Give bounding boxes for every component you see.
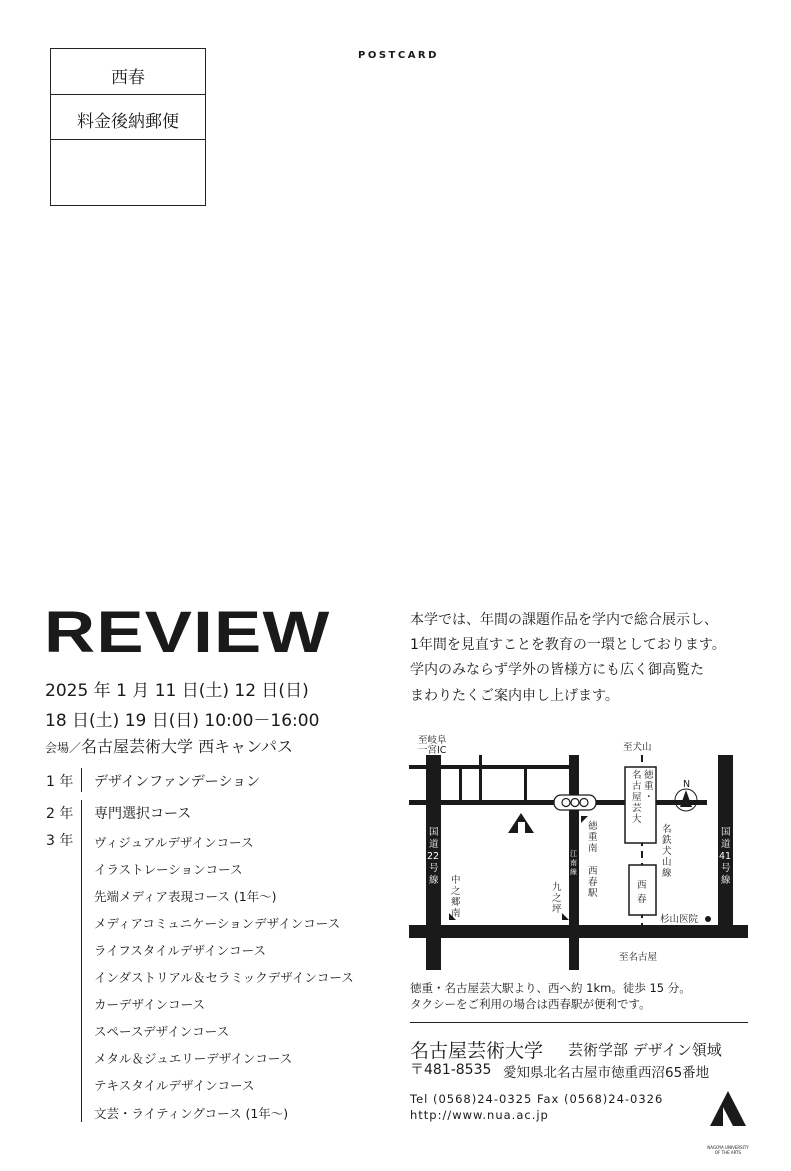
map-bus-stop bbox=[554, 795, 596, 810]
map-route22-label bbox=[427, 827, 439, 886]
map-road bbox=[479, 755, 482, 803]
svg-text:41: 41 bbox=[719, 851, 732, 862]
svg-text:徳: 徳 bbox=[644, 770, 654, 781]
intro-text bbox=[410, 608, 770, 709]
course-item: テキスタイルデザインコース bbox=[94, 1078, 255, 1093]
access-map bbox=[404, 735, 754, 970]
map-tokushige-minami-label bbox=[588, 820, 598, 854]
map-hospital-label: 杉山医院 bbox=[660, 914, 699, 925]
svg-text:九: 九 bbox=[552, 882, 562, 893]
svg-text:道: 道 bbox=[429, 839, 439, 850]
svg-text:一宮IC: 一宮IC bbox=[418, 745, 447, 756]
svg-text:南: 南 bbox=[451, 908, 461, 919]
date-line-1: 2025 年 1 月 11 日(土) 12 日(日) bbox=[45, 681, 309, 701]
course-item: カーデザインコース bbox=[94, 997, 206, 1012]
svg-text:国: 国 bbox=[429, 827, 439, 838]
map-konan-line-label bbox=[570, 849, 577, 876]
svg-text:春: 春 bbox=[637, 894, 647, 905]
department-name: 芸術学部 デザイン領域 bbox=[568, 1041, 722, 1059]
svg-text:名: 名 bbox=[632, 770, 642, 781]
venue-prefix: 会場／ bbox=[45, 741, 82, 755]
svg-text:西: 西 bbox=[637, 880, 647, 891]
year-2-label: 2 年 bbox=[46, 806, 74, 822]
logo-caption: NAGOYA UNIVERSITY OF THE ARTS bbox=[707, 1145, 749, 1155]
svg-text:重: 重 bbox=[588, 832, 598, 843]
svg-text:屋: 屋 bbox=[632, 792, 642, 803]
divider bbox=[410, 1022, 748, 1023]
access-line: 徳重・名古屋芸大駅より、西へ約 1km。徒歩 15 分。 bbox=[410, 981, 691, 995]
university-logo-icon bbox=[708, 1088, 748, 1144]
year-1-label: 1 年 bbox=[46, 774, 74, 790]
svg-text:江: 江 bbox=[570, 850, 577, 858]
svg-text:・: ・ bbox=[644, 792, 654, 803]
svg-text:線: 線 bbox=[570, 868, 577, 876]
specialist-course-heading: 専門選択コース bbox=[94, 806, 192, 822]
year-separator bbox=[81, 768, 82, 792]
svg-text:名: 名 bbox=[662, 824, 672, 835]
svg-text:線: 線 bbox=[721, 875, 731, 886]
course-item: ヴィジュアルデザインコース bbox=[94, 835, 254, 850]
svg-text:郷: 郷 bbox=[451, 897, 461, 908]
svg-text:重: 重 bbox=[644, 781, 654, 792]
address: 愛知県北名古屋市徳重西沼65番地 bbox=[503, 1065, 710, 1081]
svg-text:中: 中 bbox=[451, 875, 461, 886]
svg-text:之: 之 bbox=[451, 886, 461, 897]
svg-text:大: 大 bbox=[632, 814, 642, 825]
svg-text:駅: 駅 bbox=[588, 888, 598, 899]
svg-text:芸: 芸 bbox=[632, 803, 642, 814]
stamp-post-office: 西春 bbox=[111, 68, 145, 88]
course-item: メディアコミュニケーションデザインコース bbox=[94, 916, 341, 931]
course-item: ライフスタイルデザインコース bbox=[94, 943, 267, 958]
stamp-postage-note: 料金後納郵便 bbox=[77, 112, 179, 132]
course-item: イラストレーションコース bbox=[94, 862, 243, 877]
svg-text:鉄: 鉄 bbox=[662, 835, 672, 846]
map-road bbox=[459, 765, 462, 803]
svg-text:号: 号 bbox=[429, 863, 439, 874]
svg-text:西: 西 bbox=[588, 866, 598, 877]
svg-text:道: 道 bbox=[721, 839, 731, 850]
access-note bbox=[410, 980, 691, 1012]
intro-line: 学内のみならず学外の皆様方にも広く御高覧た bbox=[410, 662, 704, 679]
postage-stamp-box bbox=[50, 48, 206, 206]
year-separator bbox=[81, 800, 82, 1122]
svg-text:南: 南 bbox=[588, 843, 598, 854]
svg-text:至犬山: 至犬山 bbox=[623, 742, 652, 753]
svg-text:坪: 坪 bbox=[552, 904, 562, 915]
map-route41-label bbox=[719, 827, 731, 886]
map-north-label: N bbox=[683, 779, 691, 790]
website-url[interactable]: http://www.nua.ac.jp bbox=[410, 1108, 549, 1122]
svg-text:山: 山 bbox=[662, 857, 672, 868]
university-name: 名古屋芸術大学 bbox=[410, 1040, 544, 1062]
svg-text:南: 南 bbox=[570, 859, 577, 867]
svg-text:之: 之 bbox=[552, 893, 562, 904]
intro-line: 本学では、年間の課題作品を学内で総合展示し、 bbox=[410, 612, 718, 628]
course-item: 先端メディア表現コース (1年～) bbox=[94, 889, 277, 904]
svg-text:線: 線 bbox=[662, 868, 672, 879]
svg-text:線: 線 bbox=[429, 875, 439, 886]
access-line: タクシーをご利用の場合は西春駅が便利です。 bbox=[410, 997, 651, 1011]
svg-text:犬: 犬 bbox=[662, 846, 672, 857]
hospital-marker-icon bbox=[705, 916, 711, 922]
course-item: インダストリアル＆セラミックデザインコース bbox=[94, 970, 354, 985]
intro-line: 1年間を見直すことを教育の一環としております。 bbox=[410, 637, 726, 654]
stamp-divider bbox=[51, 139, 205, 140]
map-road bbox=[524, 765, 527, 803]
exhibition-title: REVIEW bbox=[44, 600, 331, 665]
course-item: 文芸・ライティングコース (1年～) bbox=[94, 1106, 289, 1121]
postcard-label: POSTCARD bbox=[358, 50, 439, 61]
svg-text:号: 号 bbox=[721, 863, 731, 874]
map-nishiharu-station-label bbox=[587, 866, 598, 899]
postal-code: 〒481-8535 bbox=[410, 1062, 492, 1078]
map-to-nagoya-label: 至名古屋 bbox=[619, 952, 658, 963]
map-nakanogo-label bbox=[451, 874, 461, 919]
svg-text:国: 国 bbox=[721, 827, 731, 838]
phone-fax: Tel (0568)24-0325 Fax (0568)24-0326 bbox=[410, 1092, 664, 1106]
year-3-label: 3 年 bbox=[46, 833, 74, 849]
year-1-course: デザインファンデーション bbox=[94, 774, 261, 790]
date-line-2: 18 日(土) 19 日(日) 10:00－16:00 bbox=[45, 711, 320, 731]
venue-name: 名古屋芸術大学 西キャンパス bbox=[81, 737, 293, 756]
map-kunotsubo-label bbox=[552, 881, 562, 915]
svg-text:徳: 徳 bbox=[588, 821, 598, 832]
stamp-divider bbox=[51, 94, 205, 95]
svg-text:古: 古 bbox=[632, 781, 642, 792]
course-item: スペースデザインコース bbox=[94, 1024, 230, 1039]
course-item: メタル＆ジュエリーデザインコース bbox=[94, 1051, 293, 1066]
venue bbox=[45, 734, 293, 757]
svg-text:春: 春 bbox=[588, 877, 598, 888]
svg-text:22: 22 bbox=[427, 851, 440, 862]
map-meitetsu-label bbox=[662, 823, 672, 879]
map-road-north bbox=[409, 765, 569, 769]
intro-line: まわりたくご案内申し上げます。 bbox=[410, 687, 619, 704]
svg-text:至岐阜: 至岐阜 bbox=[418, 735, 447, 746]
